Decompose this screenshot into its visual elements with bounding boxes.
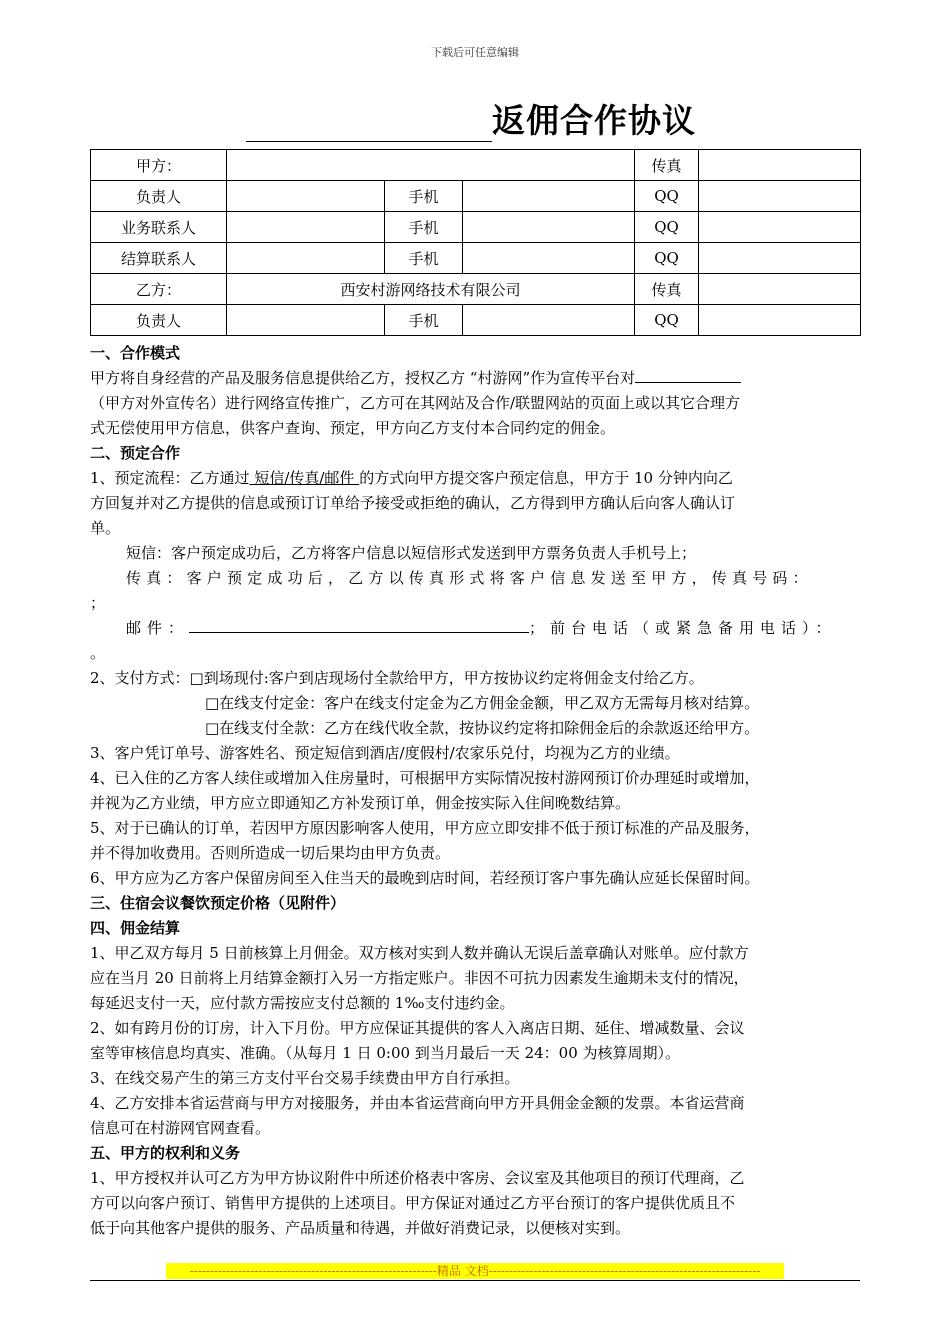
fill-blank — [635, 366, 741, 383]
table-cell-label: 乙方： — [91, 274, 227, 305]
table-cell-label: 负责人 — [91, 181, 227, 212]
paragraph — [90, 466, 870, 491]
table-cell-label: QQ — [635, 305, 699, 336]
table-cell-value — [463, 243, 635, 274]
table-cell-value — [227, 181, 385, 212]
paragraph: 4、已入住的乙方客人续住或增加入住房量时，可根据甲方实际情况按村游网预订价办理延时或增加， — [90, 769, 760, 787]
paragraph — [90, 366, 870, 391]
table-cell-label: 手机 — [385, 305, 463, 336]
footer-divider — [90, 1280, 860, 1281]
table-cell-label: 结算联系人 — [91, 243, 227, 274]
section-heading: 一、合作模式 — [90, 344, 181, 362]
table-cell-value — [227, 243, 385, 274]
table-cell-value — [227, 150, 635, 181]
paragraph: □在线支付定金：客户在线支付定金为乙方佣金金额，甲乙双方无需每月核对结算。 — [205, 694, 760, 712]
paragraph: □在线支付全款：乙方在线代收全款，按协议约定将扣除佣金后的余款返还给甲方。 — [205, 719, 760, 737]
paragraph: 并视为乙方业绩，甲方应立即通知乙方补发预订单，佣金按实际入住间晚数结算。 — [90, 794, 631, 812]
paragraph: ； — [90, 594, 106, 612]
text: 邮件： — [126, 619, 190, 637]
paragraph: 并不得加收费用。否则所造成一切后果均由甲方负责。 — [90, 844, 451, 862]
table-row — [91, 212, 861, 243]
table-row — [91, 243, 861, 274]
table-cell-value — [699, 212, 861, 243]
paragraph: 短信：客户预定成功后，乙方将客户信息以短信形式发送到甲方票务负责人手机号上； — [126, 544, 697, 562]
paragraph: 室等审核信息均真实、准确。（从每月 1 日 0:00 到当月最后一天 24：00 为核算周期）。 — [90, 1044, 681, 1062]
text: 1、预定流程：乙方通过 — [90, 469, 250, 487]
table-cell-value — [699, 181, 861, 212]
table-cell-value — [699, 274, 861, 305]
paragraph: 4、乙方安排本省运营商与甲方对接服务，并由本省运营商向甲方开具佣金金额的发票。本省运营商 — [90, 1094, 745, 1112]
text: 甲方将自身经营的产品及服务信息提供给乙方，授权乙方 “村游网”作为宣传平台对 — [90, 369, 636, 387]
section-heading: 四、佣金结算 — [90, 919, 181, 937]
table-cell-value — [463, 181, 635, 212]
agreement-body — [90, 341, 870, 1241]
table-row — [91, 274, 861, 305]
paragraph: 。 — [90, 644, 106, 662]
paragraph: 单。 — [90, 519, 121, 537]
paragraph — [90, 616, 870, 641]
paragraph: 1、甲乙双方每月 5 日前核算上月佣金。双方核对实到人数并确认无误后盖章确认对账单。应付款方 — [90, 944, 749, 962]
paragraph: 3、在线交易产生的第三方支付平台交易手续费由甲方自行承担。 — [90, 1069, 520, 1087]
table-cell-value — [699, 243, 861, 274]
paragraph: 2、支付方式：□到场现付:客户到店现场付全款给甲方，甲方按协议约定将佣金支付给乙方。 — [90, 669, 704, 687]
paragraph: 方可以向客户预订、销售甲方提供的上述项目。甲方保证对通过乙方平台预订的客户提供优质且不 — [90, 1194, 736, 1212]
top-note: 下载后可任意编辑 — [431, 46, 519, 59]
table-cell-label: 负责人 — [91, 305, 227, 336]
paragraph: 传真：客户预定成功后，乙方以传真形式将客户信息发送至甲方，传真号码： — [126, 569, 813, 587]
table-cell-value: 西安村游网络技术有限公司 — [227, 274, 635, 305]
section-heading: 二、预定合作 — [90, 444, 181, 462]
text: ；前台电话（或紧急备用电话）： — [529, 619, 837, 637]
table-cell-label: 手机 — [385, 212, 463, 243]
table-row — [91, 305, 861, 336]
table-cell-label: 业务联系人 — [91, 212, 227, 243]
fill-blank — [189, 616, 529, 633]
paragraph: 应在当月 20 日前将上月结算金额打入另一方指定账户。非因不可抗力因素发生逾期未支付的情况， — [90, 969, 749, 987]
table-cell-label: 手机 — [385, 243, 463, 274]
page-title: 返佣合作协议 — [492, 101, 696, 140]
party-info-table — [90, 149, 861, 336]
table-cell-label: 甲方： — [91, 150, 227, 181]
footer-watermark: -------------------------------------------------------------精品 文档------------------------------------------------------------------- — [166, 1263, 784, 1279]
table-cell-value — [699, 150, 861, 181]
section-heading: 三、住宿会议餐饮预定价格（见附件） — [90, 894, 346, 912]
table-cell-label: 传真 — [635, 150, 699, 181]
section-heading: 五、甲方的权利和义务 — [90, 1144, 241, 1162]
title-row — [246, 100, 696, 142]
text: 的方式向甲方提交客户预定信息，甲方于 10 分钟内向乙 — [359, 469, 733, 487]
title-blank-line — [246, 107, 492, 142]
paragraph: 5、对于已确认的订单，若因甲方原因影响客人使用，甲方应立即安排不低于预订标准的产品及服务， — [90, 819, 760, 837]
table-cell-value — [463, 305, 635, 336]
table-cell-label: QQ — [635, 243, 699, 274]
paragraph: 6、甲方应为乙方客户保留房间至入住当天的最晚到店时间，若经预订客户事先确认应延长保留时间。 — [90, 869, 760, 887]
paragraph: 方回复并对乙方提供的信息或预订订单给予接受或拒绝的确认，乙方得到甲方确认后向客人确认订 — [90, 494, 736, 512]
paragraph: 信息可在村游网官网查看。 — [90, 1119, 271, 1137]
table-row — [91, 181, 861, 212]
table-cell-value — [463, 212, 635, 243]
table-cell-label: QQ — [635, 181, 699, 212]
paragraph: 2、如有跨月份的订房，计入下月份。甲方应保证其提供的客人入离店日期、延住、增减数量、会议 — [90, 1019, 745, 1037]
table-row — [91, 150, 861, 181]
underlined-text: 短信/传真/邮件 — [249, 469, 360, 487]
table-cell-value — [227, 212, 385, 243]
table-cell-value — [699, 305, 861, 336]
table-cell-label: 传真 — [635, 274, 699, 305]
paragraph: 3、客户凭订单号、游客姓名、预定短信到酒店/度假村/农家乐兑付，均视为乙方的业绩。 — [90, 744, 680, 762]
paragraph: 每延迟支付一天，应付款方需按应支付总额的 1‰支付违约金。 — [90, 994, 515, 1012]
table-cell-label: QQ — [635, 212, 699, 243]
table-cell-value — [227, 305, 385, 336]
paragraph: 1、甲方授权并认可乙方为甲方协议附件中所述价格表中客房、会议室及其他项目的预订代理商，乙 — [90, 1169, 745, 1187]
table-cell-label: 手机 — [385, 181, 463, 212]
paragraph: 低于向其他客户提供的服务、产品质量和待遇，并做好消费记录，以便核对实到。 — [90, 1219, 631, 1237]
paragraph: （甲方对外宣传名）进行网络宣传推广，乙方可在其网站及合作/联盟网站的页面上或以其它合理方 — [90, 394, 741, 412]
paragraph: 式无偿使用甲方信息，供客户查询、预定，甲方向乙方支付本合同约定的佣金。 — [90, 419, 616, 437]
